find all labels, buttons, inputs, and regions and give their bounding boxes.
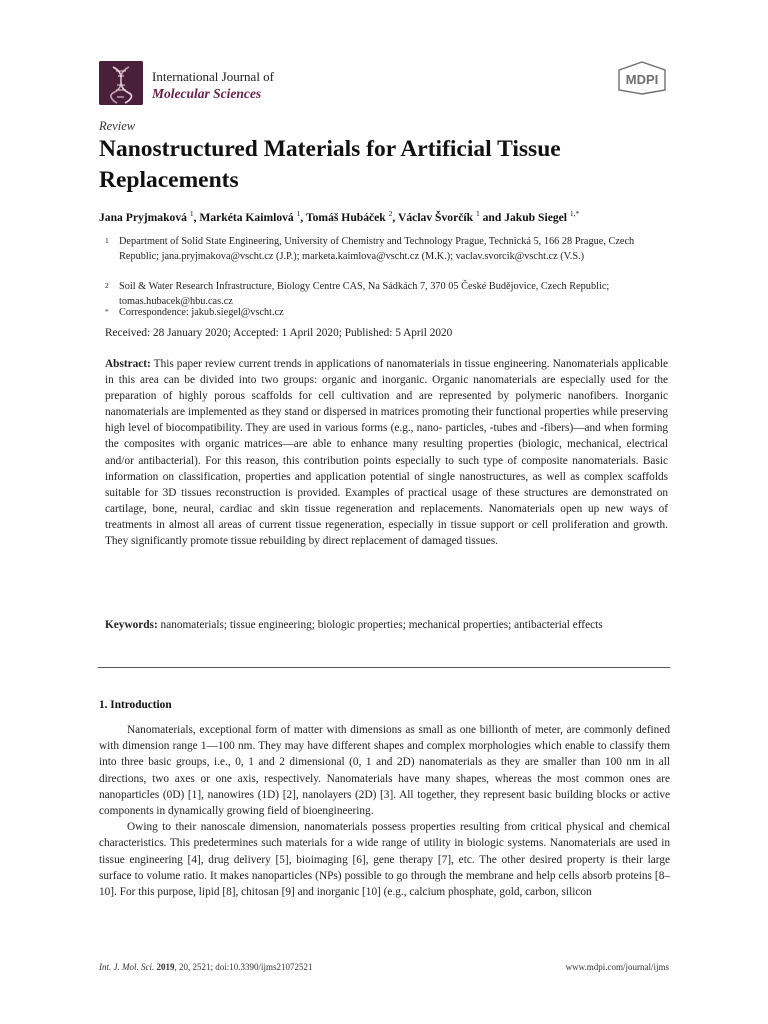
author-name: Jana Pryjmaková — [99, 210, 187, 224]
footer-year: 2019 — [156, 962, 175, 972]
affiliation-number: * — [105, 307, 109, 316]
keywords — [105, 617, 668, 633]
footer-citation — [99, 962, 313, 972]
affiliation-number: 1 — [105, 236, 109, 245]
author-affil-sup: 2 — [388, 209, 393, 218]
body-paragraph: Nanomaterials, exceptional form of matter with dimensions as small as one billionth of meter, are commonly defined with dimension range 1—100 nm. They may have different shapes and complex morphologies which enable to classify them into three basic groups, i.e., 0, 1 and 2 dimensional (0, 1 and 2D) nanomaterials as they are smaller than 100 nm in all directions, two axes or one axis, respectively. Nanomaterials have many shapes, whereas the most common ones are nanoparticles (0D) [1], nanowires (1D) [2], nanolayers (2D) [3]. All together, they represent basic building blocks or active components in dynamically growing field of bioengineering. — [99, 724, 670, 818]
correspondence-text: Correspondence: jakub.siegel@vscht.cz — [119, 307, 284, 318]
abstract-text: This paper review current trends in applications of nanomaterials in tissue engineering. Nanomaterials applicable in this area can be divided into two groups: organic and inorganic. Organic nanomaterials are especially used for the preparation of highly porous scaffolds for cell cultivation and are represented by polymeric nanofibers. Inorganic nanomaterials are implemented as they stand or dispersed in matrices promoting their functional properties while preserving high level of biocompatibility. They are used in various forms (e.g., nano- particles, -tubes and -fibers)—and when forming the composites with organic matrices—are able to enhance many resulting properties (biologic, mechanical, electrical and/or antibacterial). For this reason, this contribution points especially to such type of composite nanomaterials. Basic information on classification, properties and application potential of single nanostructures, as well as complex scaffolds suitable for 3D tissues reconstruction is provided. Examples of practical usage of these structures are demonstrated on cartilage, bone, neural, cardiac and skin tissue regeneration and replacements. Nanomaterials open up new ways of treatments in almost all areas of current tissue regeneration, especially in tissue support or cell proliferation and growth. They significantly promote tissue rebuilding by direct replacement of damaged tissues. — [105, 358, 668, 548]
correspondence — [105, 305, 670, 320]
article-title: Nanostructured Materials for Artificial Tissue Replacements — [99, 136, 561, 193]
journal-logo-icon — [99, 61, 143, 105]
publication-dates: Received: 28 January 2020; Accepted: 1 April 2020; Published: 5 April 2020 — [105, 327, 453, 339]
body-paragraph: Owing to their nanoscale dimension, nanomaterials possess properties resulting from critical physical and chemical characteristics. This predetermines such materials for a wide range of utility in biologic systems. Nanomaterials are used in tissue engineering [4], drug delivery [5], bioimaging [6], gene therapy [7], etc. The other desired property is their large surface to volume ratio. It makes nanoparticles (NPs) possible to go through the membrane and help cells absorb proteins [8–10]. For this purpose, lipid [8], chitosan [9] and inorganic [10] (e.g., calcium phosphate, gold, carbon, silicon — [99, 821, 670, 899]
section-heading: 1. Introduction — [99, 699, 172, 711]
author-affil-sup: 1,* — [569, 209, 580, 218]
footer-citation-rest: , 20, 2521; doi:10.3390/ijms21072521 — [174, 962, 313, 972]
section-divider — [98, 667, 670, 668]
affiliation-text: Soil & Water Research Infrastructure, Biology Centre CAS, Na Sádkách 7, 370 05 České Budějovice, Czech Republic; tomas.hubacek@hbu.cas.cz — [119, 281, 610, 308]
author-name: Markéta Kaimlová — [199, 210, 294, 224]
author-affil-sup: 1 — [296, 209, 301, 218]
author-affil-sup: 1 — [189, 209, 194, 218]
author-affil-sup: 1 — [475, 209, 480, 218]
affiliation-number: 2 — [105, 281, 109, 290]
abstract — [105, 356, 668, 549]
abstract-label: Abstract: — [105, 358, 151, 370]
footer-journal-abbrev: Int. J. Mol. Sci. — [99, 962, 155, 972]
author-name: Jakub Siegel — [504, 210, 568, 224]
keywords-text: nanomaterials; tissue engineering; biologic properties; mechanical properties; antibacterial effects — [160, 619, 603, 631]
section-body — [99, 722, 670, 900]
keywords-label: Keywords: — [105, 619, 158, 631]
author-name: Václav Švorčík — [398, 210, 474, 224]
author-list: Jana Pryjmaková $^1$, Markéta Kaimlová $^1$, Tomáš Hubáček $^2$, Václav Švorčík $^1$ and Jakub Siegel $^{1,*}$ — [99, 209, 580, 224]
footer-journal-url[interactable]: www.mdpi.com/journal/ijms — [565, 962, 669, 972]
journal-name-line1: International Journal of — [152, 69, 275, 84]
article-type: Review — [99, 119, 136, 133]
affiliation-1 — [105, 234, 670, 264]
author-name: Tomáš Hubáček — [305, 210, 386, 224]
journal-name-line2: Molecular Sciences — [152, 86, 262, 101]
journal-name — [152, 68, 274, 102]
mdpi-logo-text: MDPI — [625, 72, 659, 87]
mdpi-logo-icon — [613, 60, 671, 96]
affiliation-text: Department of Solid State Engineering, University of Chemistry and Technology Prague, Technická 5, 166 28 Prague, Czech Republic; jana.pryjmakova@vscht.cz (J.P.); marketa.kaimlova@vscht.cz (M.K.); vaclav.svorcik@vscht.cz (V.S.) — [119, 236, 635, 263]
